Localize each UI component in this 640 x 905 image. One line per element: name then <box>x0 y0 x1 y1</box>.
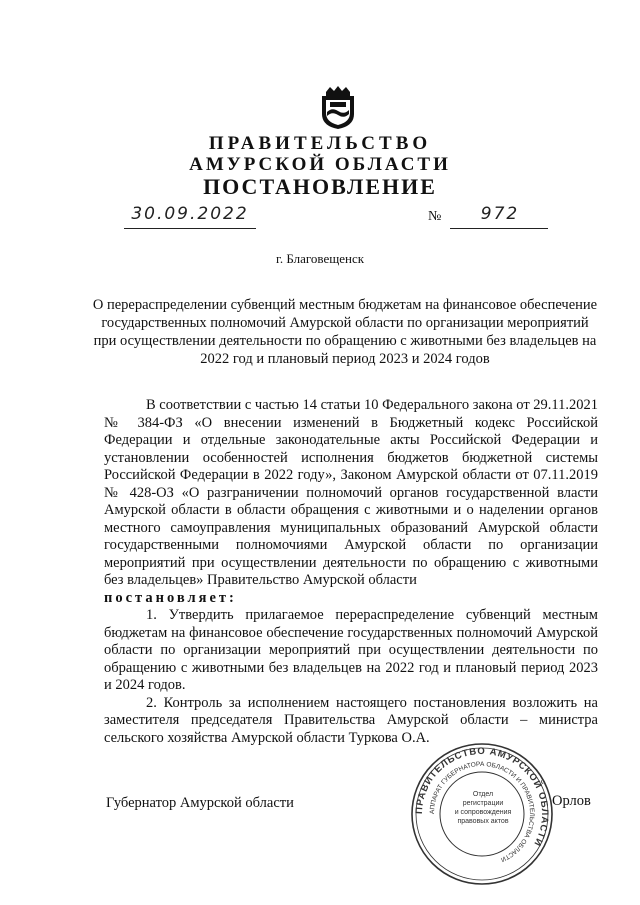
stamp-inner-line: и сопровождения <box>454 809 512 816</box>
document-subject: О перераспределении субвенций местным бюджетам на финансовое обеспечение государственных полномочий Амурской области по организации мероприятий при осуществлении деятельности по обращению с животными без владельцев на 2022 год и плановый период 2023 и 2024 годов <box>92 297 598 367</box>
stamp-inner-line: правовых актов <box>457 818 509 825</box>
coat-of-arms-icon <box>318 86 358 130</box>
document-body <box>104 397 598 747</box>
signer-position: Губернатор Амурской области <box>106 795 294 811</box>
stamp-inner-text <box>448 790 518 826</box>
stamp-inner-line: регистрации <box>462 800 504 807</box>
government-title: ПРАВИТЕЛЬСТВО <box>208 133 432 154</box>
number-sign: № <box>428 209 442 224</box>
document-number: 972 <box>480 204 520 224</box>
item-1-paragraph: 1. Утвердить прилагаемое перераспределение субвенций местным бюджетам на финансовое обеспечение государственных полномочий Амурской области по организации мероприятий при осуществлении деятельности по обращению с животными без владельцев на 2022 год и плановый период 2023 и 2024 годов. <box>104 607 598 693</box>
item-2-paragraph: 2. Контроль за исполнением настоящего постановления возложить на заместителя председателя Правительства Амурской области – министра сельского хозяйства Амурской области Туркова О.А. <box>104 694 598 746</box>
stamp-inner-line: Отдел <box>472 791 494 798</box>
city-label: г. Благовещенск <box>275 251 365 266</box>
number-underline <box>450 228 548 229</box>
region-title: АМУРСКОЙ ОБЛАСТИ <box>189 154 451 175</box>
stamp-middle-text: АППАРАТ ГУБЕРНАТОРА ОБЛАСТИ И ПРАВИТЕЛЬСТВА ОБЛАСТИ <box>428 760 536 863</box>
document-type-title: ПОСТАНОВЛЕНИЕ <box>203 174 437 199</box>
date-underline <box>124 228 256 229</box>
document-date: 30.09.2022 <box>131 204 249 224</box>
signer-name: Орлов <box>552 793 591 809</box>
resolves-heading: постановляет: <box>104 589 237 606</box>
preamble-paragraph: В соответствии с частью 14 статьи 10 Федерального закона от 29.11.2021 № 384-ФЗ «О внесении изменений в Бюджетный кодекс Российской Федерации и отдельные законодательные акты Российской Федерации и установлении особенностей исполнения бюджетов бюджетной системы Российской Федерации в 2022 году», Законом Амурской области от 07.11.2019 № 428-ОЗ «О разграничении полномочий органов государственной власти Амурской области в области обращения с животными и о наделении органов местного самоуправления муниципальных образований Амурской области государственными полномочиями Амурской области по организации мероприятий при осуществлении деятельности по обращению с животными без владельцев» Правительство Амурской области <box>104 397 598 588</box>
stamp-outer-text: ПРАВИТЕЛЬСТВО АМУРСКОЙ ОБЛАСТИ <box>413 745 551 849</box>
